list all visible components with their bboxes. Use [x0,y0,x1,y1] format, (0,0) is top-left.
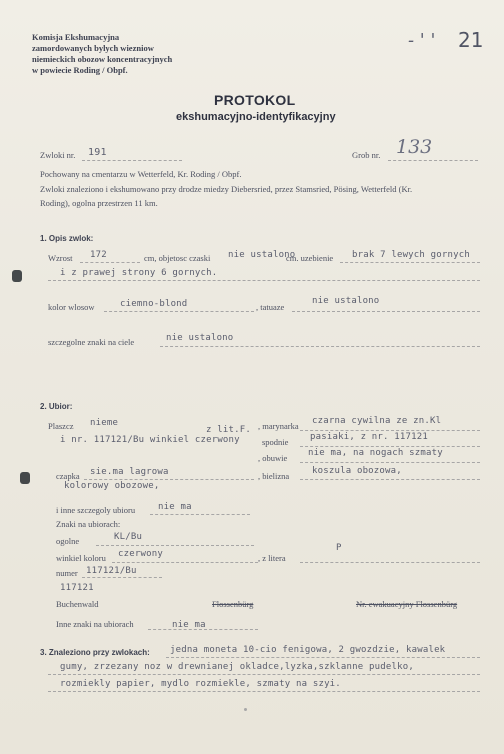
cap-value-continued: kolorowy obozowe, [64,481,160,491]
general-marks-label: ogolne [56,536,80,546]
body-marks-value: nie ustalono [166,333,234,343]
fill-line [300,562,480,563]
section-1-heading: 1. Opis zwlok: [40,234,94,243]
triangle-color-label: winkiel koloru [56,553,106,563]
fill-line [340,262,480,263]
trousers-value: pasiaki, z nr. 117121 [310,432,428,442]
body-marks-label: szczegolne znaki na ciele [48,337,135,347]
other-clothing-label: i inne szczegoly ubioru [56,505,136,515]
buchenwald-label: Buchenwald [56,599,99,609]
fill-line [160,346,480,347]
shoes-value: nie ma, na nogach szmaty [308,448,443,458]
teeth-value: brak 7 lewych gornych [352,250,470,260]
number-label: numer [56,568,78,578]
fill-line [300,446,480,447]
found-items-line: gumy, zrzezany noz w drewnianej okladce,lyzka,szklanne pudelko, [60,662,414,672]
fill-line [82,577,162,578]
paper-dot [244,708,247,711]
found-location-line: Roding), ogolna przestrzen 11 km. [40,198,158,208]
page-number: 21 [458,28,484,52]
coat-letter: z lit.F. [206,425,251,435]
underwear-value: koszula obozowa, [312,466,402,476]
organization-header [32,32,172,76]
fill-line [300,479,480,480]
height-label: Wzrost [48,253,73,263]
org-line: w powiecie Roding / Obpf. [32,65,128,75]
letter-label: , z litera [258,553,286,563]
triangle-color-value: czerwony [118,549,163,559]
number-value-continued: 117121 [60,583,94,593]
fill-line [300,462,480,463]
height-value: 172 [90,250,107,260]
trousers-label: spodnie [262,437,289,447]
skull-label: cm, objetosc czaski [144,253,211,263]
letter-value: P [336,543,342,553]
fill-line [166,657,480,658]
found-items-line: rozmiekly papier, mydlo rozmiekle, szmaty na szyi. [60,679,341,689]
corner-mark: - ' ' [408,30,436,51]
cap-value: sie.ma lagrowa [90,467,169,477]
section-2-heading: 2. Ubior: [40,402,73,411]
teeth-label: cm. uzebienie [286,253,334,263]
punch-hole-mark [20,472,30,484]
punch-hole-mark [12,270,22,282]
fill-line [104,311,254,312]
underwear-label: , bielizna [258,471,290,481]
document-title: PROTOKOL [214,92,296,108]
fill-line [48,674,480,675]
grob-value: 133 [396,136,433,158]
org-line: Komisja Ekshumacyjna [32,32,120,42]
tattoos-value: nie ustalono [312,296,380,306]
fill-line [84,479,254,480]
found-items-line: jedna moneta 10-cio fenigowa, 2 gwozdzie, kawalek [170,645,446,655]
number-value: 117121/Bu [86,566,137,576]
fill-line [82,160,182,161]
fill-line [292,311,480,312]
coat-value: nieme [90,418,119,428]
tattoos-label: , tatuaze [256,302,285,312]
section-3-heading: 3. Znaleziono przy zwlokach: [40,648,150,657]
shoes-label: , obuwie [258,453,288,463]
fill-line [148,629,258,630]
other-marks-value: nie ma [172,620,206,630]
teeth-value-continued: i z prawej strony 6 gornych. [60,268,218,278]
other-marks-label: Inne znaki na ubiorach [56,619,134,629]
fill-line [150,514,250,515]
fill-line [388,160,478,161]
fill-line [96,545,254,546]
fill-line [48,691,480,692]
hair-color-value: ciemno-blond [120,299,188,309]
fill-line [300,430,480,431]
document-subtitle: ekshumacyjno-identyfikacyjny [176,111,336,123]
fill-line [48,280,480,281]
clothing-marks-heading: Znaki na ubiorach: [56,519,121,529]
hair-color-label: kolor wlosow [48,302,95,312]
fill-line [112,562,258,563]
fill-line [80,262,140,263]
jacket-value: czarna cywilna ze zn.Kl [312,416,442,426]
general-marks-value: KL/Bu [114,532,143,542]
found-location-line: Zwloki znaleziono i ekshumowano przy drodze miedzy Diebersried, przez Stamsried, Pösing, Wetterfeld (Kr. [40,184,413,194]
jacket-value-continued: i nr. 117121/Bu winkiel czerwony [60,435,240,445]
jacket-label: , marynarka [258,421,299,431]
evacuation-number-label: Nr. ewakuacyjny Flossenbürg [356,599,458,609]
org-line: niemieckich obozow koncentracyjnych [32,54,173,64]
cap-label: czapka [56,471,80,481]
coat-label: Plaszcz [48,421,74,431]
skull-value: nie ustalono [228,250,296,260]
flossenburg-label: Flossenbürg [212,599,254,609]
zwloki-label: Zwloki nr. [40,150,76,160]
zwloki-value: 191 [88,147,107,158]
grob-label: Grob nr. [352,150,381,160]
burial-place: Pochowany na cmentarzu w Wetterfeld, Kr. Roding / Obpf. [40,169,242,179]
other-clothing-value: nie ma [158,502,192,512]
org-line: zamordowanych bylych wiezniow [32,43,154,53]
